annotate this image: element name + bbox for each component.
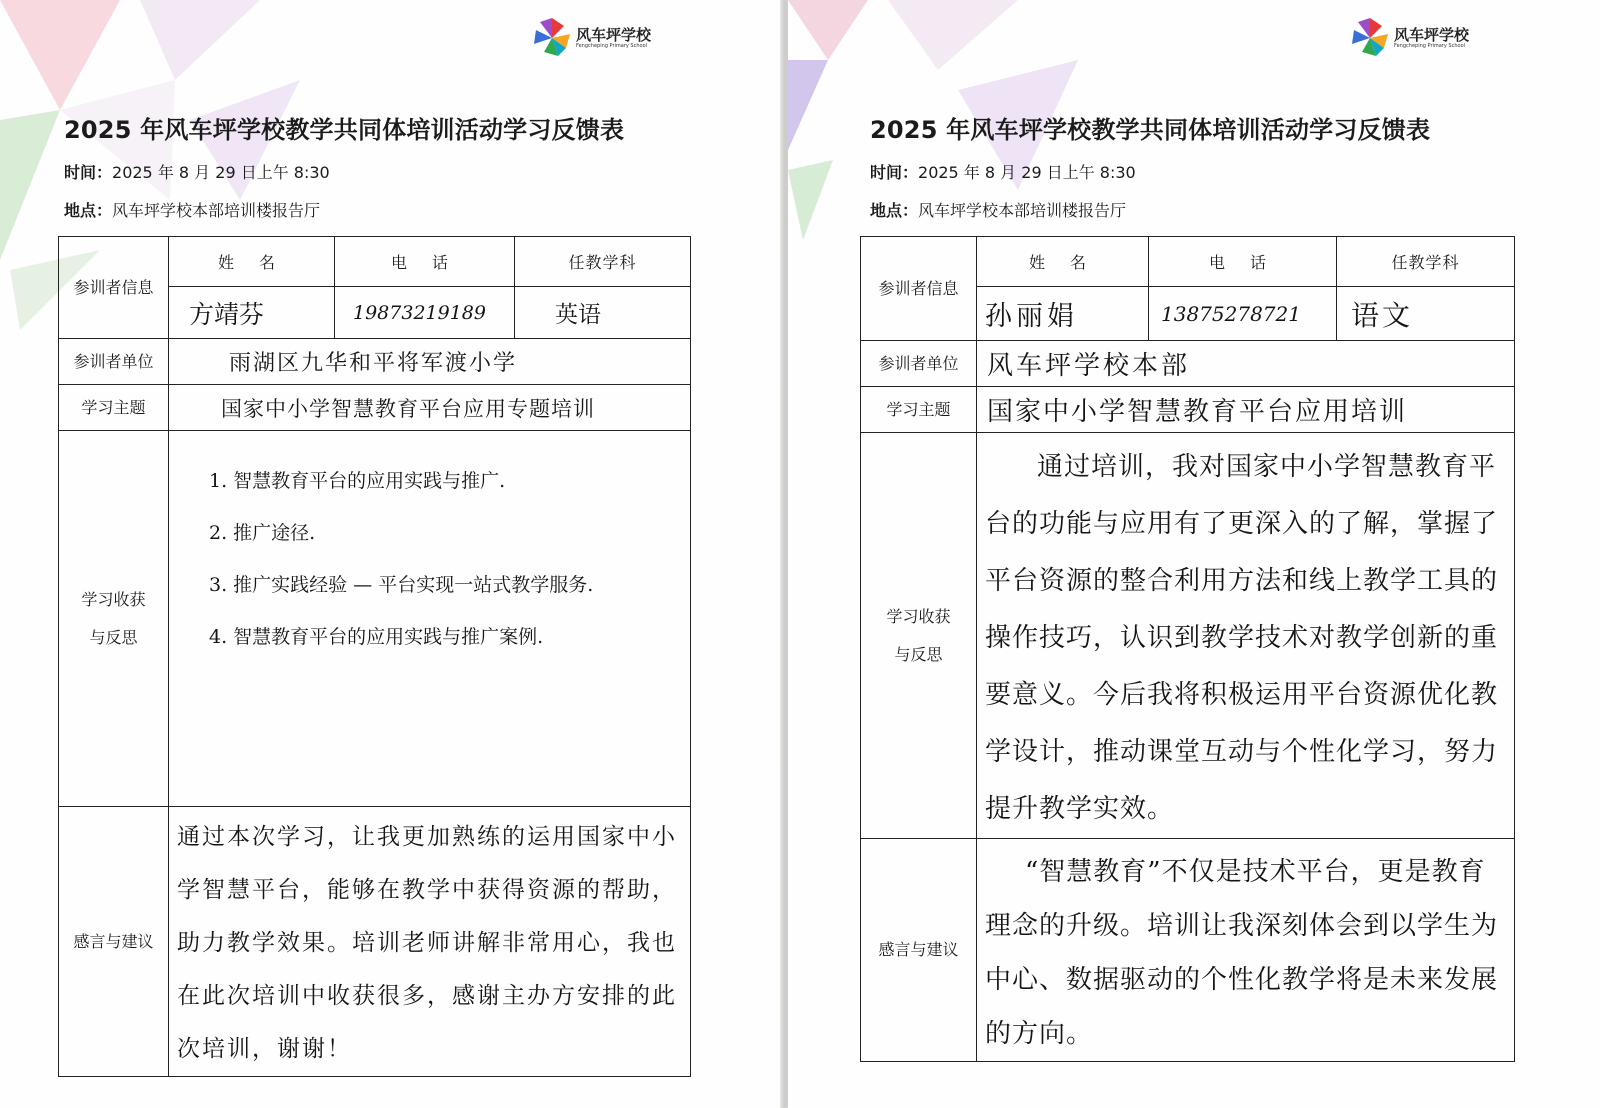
place-value: 风车坪学校本部培训楼报告厅 — [112, 201, 321, 220]
participant-unit: 雨湖区九华和平将军渡小学 — [229, 351, 518, 376]
feedback-table — [860, 236, 1515, 1062]
school-logo — [530, 16, 651, 60]
gains-list — [169, 431, 690, 663]
place-value: 风车坪学校本部培训楼报告厅 — [918, 201, 1127, 220]
feedback-table — [58, 236, 691, 1077]
place-label: 地点： — [64, 201, 113, 220]
pinwheel-logo-icon — [530, 16, 574, 60]
time-line — [64, 160, 330, 183]
phone-header: 电 话 — [1149, 237, 1337, 287]
participant-name: 方靖芬 — [189, 299, 265, 329]
logo-school-english: Fengcheping Primary School — [576, 43, 648, 49]
page-title: 2025 年风车坪学校教学共同体培训活动学习反馈表 — [64, 116, 625, 144]
logo-school-name: 风车坪学校 — [1394, 26, 1470, 44]
gains-label — [861, 433, 977, 839]
list-item: 3. 推广实践经验 — 平台实现一站式教学服务. — [209, 574, 594, 596]
subject-header: 任教学科 — [1337, 237, 1515, 287]
unit-label: 参训者单位 — [59, 339, 169, 385]
comments-label: 感言与建议 — [59, 807, 169, 1077]
name-header: 姓 名 — [169, 237, 335, 287]
time-value: 2025 年 8 月 29 日上午 8:30 — [918, 163, 1136, 182]
place-line — [64, 198, 320, 221]
time-value: 2025 年 8 月 29 日上午 8:30 — [112, 163, 330, 182]
logo-school-name: 风车坪学校 — [576, 26, 652, 44]
topic-label: 学习主题 — [59, 385, 169, 431]
gains-label-line2: 与反思 — [894, 644, 943, 664]
participant-info-label: 参训者信息 — [59, 237, 169, 339]
phone-header: 电 话 — [335, 237, 515, 287]
study-topic: 国家中小学智慧教育平台应用培训 — [987, 397, 1408, 427]
pinwheel-logo-icon — [1348, 16, 1392, 60]
gains-label-line1: 学习收获 — [81, 589, 146, 609]
list-item: 2. 推广途径. — [209, 522, 316, 544]
participant-phone: 13875278721 — [1161, 301, 1301, 326]
topic-label: 学习主题 — [861, 387, 977, 433]
time-label: 时间： — [64, 163, 113, 182]
subject-header: 任教学科 — [515, 237, 691, 287]
study-topic: 国家中小学智慧教育平台应用专题培训 — [221, 396, 595, 421]
participant-name: 孙丽娟 — [985, 301, 1078, 332]
place-line — [870, 198, 1126, 221]
gains-text: 通过培训，我对国家中小学智慧教育平台的功能与应用有了更深入的了解，掌握了平台资源的整合利用方法和线上教学工具的操作技巧，认识到教学技术对教学创新的重要意义。今后我将积极运用平台资源优化教学设计，推动课堂互动与个性化学习，努力提升教学实效。 — [985, 452, 1499, 824]
feedback-sheet-right — [788, 0, 1600, 1108]
page-fold — [780, 0, 788, 1108]
place-label: 地点： — [870, 201, 919, 220]
participant-subject: 语文 — [1351, 298, 1414, 332]
page-title: 2025 年风车坪学校教学共同体培训活动学习反馈表 — [870, 116, 1431, 144]
feedback-sheet-left — [0, 0, 782, 1108]
school-logo — [1348, 16, 1469, 60]
gains-label-line2: 与反思 — [89, 627, 138, 647]
comments-text: “智慧教育”不仅是技术平台，更是教育理念的升级。培训让我深刻体会到以学生为中心、数据驱动的个性化教学将是未来发展的方向。 — [985, 857, 1499, 1049]
time-line — [870, 160, 1136, 183]
participant-subject: 英语 — [555, 302, 601, 328]
list-item: 1. 智慧教育平台的应用实践与推广. — [209, 470, 506, 492]
participant-phone: 19873219189 — [353, 301, 486, 324]
comments-label: 感言与建议 — [861, 839, 977, 1062]
gains-label-line1: 学习收获 — [886, 606, 951, 626]
comments-text: 通过本次学习，让我更加熟练的运用国家中小学智慧平台，能够在教学中获得资源的帮助，助力教学效果。培训老师讲解非常用心，我也在此次培训中收获很多，感谢主办方安排的此次培训，谢谢！ — [177, 824, 677, 1062]
participant-info-label: 参训者信息 — [861, 237, 977, 341]
gains-label — [59, 431, 169, 807]
time-label: 时间： — [870, 163, 919, 182]
participant-unit: 风车坪学校本部 — [987, 351, 1191, 381]
list-item: 4. 智慧教育平台的应用实践与推广案例. — [209, 626, 544, 648]
unit-label: 参训者单位 — [861, 341, 977, 387]
logo-school-english: Fengcheping Primary School — [1394, 43, 1466, 49]
name-header: 姓 名 — [977, 237, 1149, 287]
